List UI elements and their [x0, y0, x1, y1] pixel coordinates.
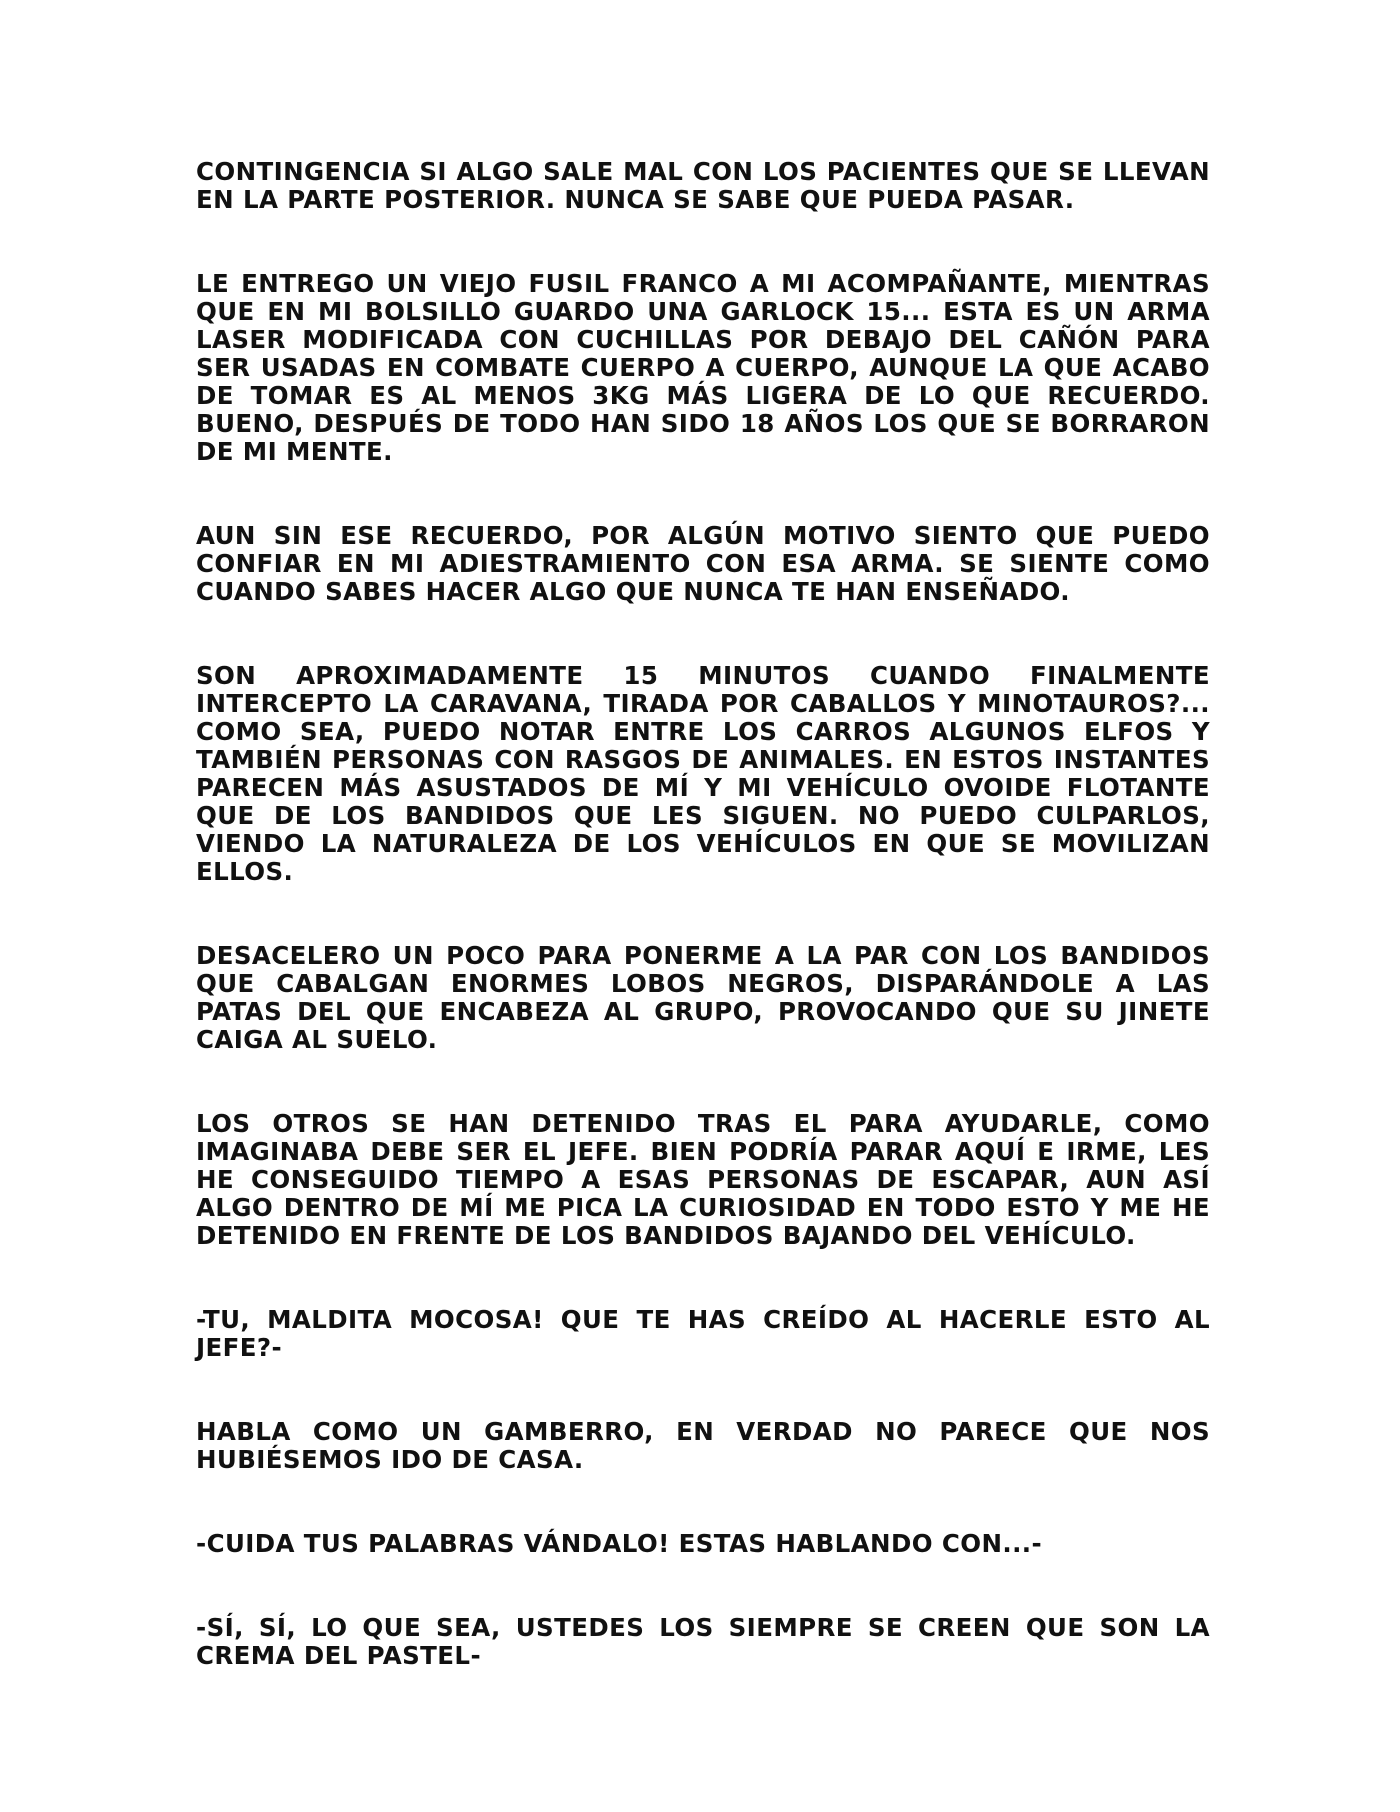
paragraph-5: DESACELERO UN POCO PARA PONERME A LA PAR CON LOS BANDIDOS QUE CABALGAN ENORMES LOBOS NEGROS, DISPARÁNDOLE A LAS PATAS DEL QUE ENCABEZA AL GRUPO, PROVOCANDO QUE SU JINETE CAIGA AL SUELO. [196, 941, 1210, 1054]
paragraph-7: HABLA COMO UN GAMBERRO, EN VERDAD NO PARECE QUE NOS HUBIÉSEMOS IDO DE CASA. [196, 1417, 1210, 1474]
dialogue-line-1: -TU, MALDITA MOCOSA! QUE TE HAS CREÍDO AL HACERLE ESTO AL JEFE?- [196, 1305, 1210, 1362]
text-column [196, 158, 1210, 1726]
paragraph-6: LOS OTROS SE HAN DETENIDO TRAS EL PARA AYUDARLE, COMO IMAGINABA DEBE SER EL JEFE. BIEN PODRÍA PARAR AQUÍ E IRME, LES HE CONSEGUIDO TIEMPO A ESAS PERSONAS DE ESCAPAR, AUN ASÍ ALGO DENTRO DE MÍ ME PICA LA CURIOSIDAD EN TODO ESTO Y ME HE DETENIDO EN FRENTE DE LOS BANDIDOS BAJANDO DEL VEHÍCULO. [196, 1109, 1210, 1250]
paragraph-2: LE ENTREGO UN VIEJO FUSIL FRANCO A MI ACOMPAÑANTE, MIENTRAS QUE EN MI BOLSILLO GUARDO UNA GARLOCK 15... ESTA ES UN ARMA LASER MODIFICADA CON CUCHILLAS POR DEBAJO DEL CAÑÓN PARA SER USADAS EN COMBATE CUERPO A CUERPO, AUNQUE LA QUE ACABO DE TOMAR ES AL MENOS 3KG MÁS LIGERA DE LO QUE RECUERDO. BUENO, DESPUÉS DE TODO HAN SIDO 18 AÑOS LOS QUE SE BORRARON DE MI MENTE. [196, 269, 1210, 466]
paragraph-3: AUN SIN ESE RECUERDO, POR ALGÚN MOTIVO SIENTO QUE PUEDO CONFIAR EN MI ADIESTRAMIENTO CON ESA ARMA. SE SIENTE COMO CUANDO SABES HACER ALGO QUE NUNCA TE HAN ENSEÑADO. [196, 521, 1210, 606]
dialogue-line-2: -CUIDA TUS PALABRAS VÁNDALO! ESTAS HABLANDO CON...- [196, 1529, 1043, 1558]
paragraph-4: SON APROXIMADAMENTE 15 MINUTOS CUANDO FINALMENTE INTERCEPTO LA CARAVANA, TIRADA POR CABALLOS Y MINOTAUROS?... COMO SEA, PUEDO NOTAR ENTRE LOS CARROS ALGUNOS ELFOS Y TAMBIÉN PERSONAS CON RASGOS DE ANIMALES. EN ESTOS INSTANTES PARECEN MÁS ASUSTADOS DE MÍ Y MI VEHÍCULO OVOIDE FLOTANTE QUE DE LOS BANDIDOS QUE LES SIGUEN. NO PUEDO CULPARLOS, VIENDO LA NATURALEZA DE LOS VEHÍCULOS EN QUE SE MOVILIZAN ELLOS. [196, 661, 1210, 886]
paragraph-1: CONTINGENCIA SI ALGO SALE MAL CON LOS PACIENTES QUE SE LLEVAN EN LA PARTE POSTERIOR. NUNCA SE SABE QUE PUEDA PASAR. [196, 157, 1210, 214]
dialogue-line-3: -SÍ, SÍ, LO QUE SEA, USTEDES LOS SIEMPRE SE CREEN QUE SON LA CREMA DEL PASTEL- [196, 1613, 1210, 1670]
